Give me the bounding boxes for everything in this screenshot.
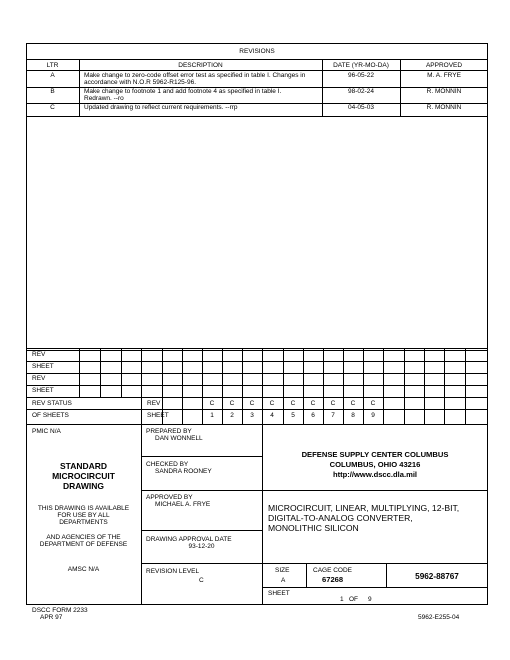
revision-date: 98-02-24: [347, 88, 375, 95]
approved-by-label: APPROVED BY: [146, 494, 193, 501]
row-label-sheet: SHEET: [32, 387, 54, 394]
checked-by-name: SANDRA ROONEY: [155, 468, 212, 475]
cage-code-label: CAGE CODE: [313, 567, 353, 574]
rev-status-cell: C: [330, 400, 336, 407]
revision-level-label: REVISION LEVEL: [146, 568, 200, 575]
sheet-number-cell: 2: [230, 412, 234, 419]
form-number: DSCC FORM 2233: [32, 607, 88, 614]
revision-approved: R. MONNIN: [426, 88, 462, 95]
approved-header: APPROVED: [425, 62, 463, 69]
sheet-label: SHEET: [147, 412, 169, 419]
standard-title: DRAWING: [62, 481, 105, 491]
availability-note: THIS DRAWING IS AVAILABLE: [37, 505, 130, 512]
row-label-rev: REV: [32, 375, 46, 382]
row-label-sheet: SHEET: [32, 363, 54, 370]
sheet-number-cell: 1: [210, 412, 214, 419]
document-number: 5962-88767: [415, 572, 459, 581]
ltr-header: LTR: [46, 62, 59, 69]
drawing-title: MONOLITHIC SILICON: [268, 523, 359, 533]
dscc-name: DEFENSE SUPPLY CENTER COLUMBUS: [301, 450, 449, 459]
rev-status-cell: C: [269, 400, 275, 407]
revision-desc: Make change to zero-code offset error test as specified in table I. Changes in: [84, 72, 306, 79]
sheet-number-cell: 6: [311, 412, 315, 419]
approval-date-label: DRAWING APPROVAL DATE: [146, 536, 232, 543]
revision-desc: Make change to footnote 1 and add footnote 4 as specified in table I.: [84, 88, 282, 95]
rev-status-cell: C: [310, 400, 316, 407]
cage-code-value: 67268: [322, 575, 344, 584]
sheet-number-cell: 4: [270, 412, 274, 419]
revision-approved: R. MONNIN: [426, 104, 462, 111]
description-header: DESCRIPTION: [178, 62, 223, 69]
form-date: APR 97: [40, 614, 63, 621]
revision-ltr: B: [50, 88, 55, 95]
size-value: A: [281, 577, 286, 584]
rev-status-cell: C: [229, 400, 235, 407]
rev-status-cell: C: [350, 400, 356, 407]
amsc-label: AMSC N/A: [67, 566, 100, 573]
rev-label: REV: [147, 400, 161, 407]
size-label: SIZE: [275, 567, 290, 574]
row-label-rev: REV: [32, 351, 46, 358]
sheet-number-cell: 8: [351, 412, 355, 419]
drawing-title: DIGITAL-TO-ANALOG CONVERTER,: [268, 513, 413, 523]
approval-date: 93-12-20: [188, 543, 215, 550]
rev-status-cell: C: [249, 400, 255, 407]
revision-desc: accordance with N.O.R 5962-R125-96.: [84, 79, 197, 86]
dscc-url: http://www.dscc.dla.mil: [332, 470, 418, 479]
sheet-number-cell: 5: [291, 412, 295, 419]
rev-status-cell: C: [290, 400, 296, 407]
sheet-number-cell: 3: [250, 412, 254, 419]
sheet-number-cell: 9: [371, 412, 375, 419]
standard-title: MICROCIRCUIT: [52, 471, 115, 481]
revision-date: 96-05-22: [347, 72, 375, 79]
dscc-address: COLUMBUS, OHIO 43216: [329, 460, 421, 469]
revision-approved: M. A. FRYE: [427, 72, 461, 79]
revision-date: 04-05-03: [347, 104, 375, 111]
availability-note: DEPARTMENTS: [59, 519, 108, 526]
rev-status-cell: C: [209, 400, 215, 407]
sheet-label: SHEET: [268, 590, 290, 597]
approved-by-name: MICHAEL A. FRYE: [155, 501, 211, 508]
rev-status-cell: C: [370, 400, 376, 407]
agencies-note: DEPARTMENT OF DEFENSE: [39, 541, 128, 548]
standard-title: STANDARD: [59, 461, 108, 471]
revision-level: C: [199, 577, 204, 584]
sheet-number: 1: [340, 596, 344, 603]
availability-note: FOR USE BY ALL: [57, 512, 110, 519]
rev-status-label: REV STATUS: [32, 400, 72, 407]
prepared-by-label: PREPARED BY: [146, 428, 192, 435]
revisions-title: REVISIONS: [239, 48, 275, 55]
revision-ltr: C: [50, 104, 55, 111]
date-header: DATE (YR-MO-DA): [333, 62, 389, 69]
of-sheets-label: OF SHEETS: [32, 412, 69, 419]
revision-desc: Updated drawing to reflect current requirements. --rrp: [84, 104, 238, 111]
pmic-label: PMIC N/A: [32, 428, 61, 435]
sheet-of-label: OF: [349, 596, 359, 603]
checked-by-label: CHECKED BY: [146, 461, 189, 468]
sheet-total: 9: [368, 596, 372, 603]
prepared-by-name: DAN WONNELL: [155, 435, 203, 442]
revision-desc: Redrawn. --ro: [84, 95, 124, 102]
sheet-number-cell: 7: [331, 412, 335, 419]
agencies-note: AND AGENCIES OF THE: [46, 534, 121, 541]
drawing-title: MICROCIRCUIT, LINEAR, MULTIPLYING, 12-BIT,: [268, 503, 460, 513]
revision-ltr: A: [50, 72, 55, 79]
document-reference: 5962-E255-04: [418, 614, 460, 621]
